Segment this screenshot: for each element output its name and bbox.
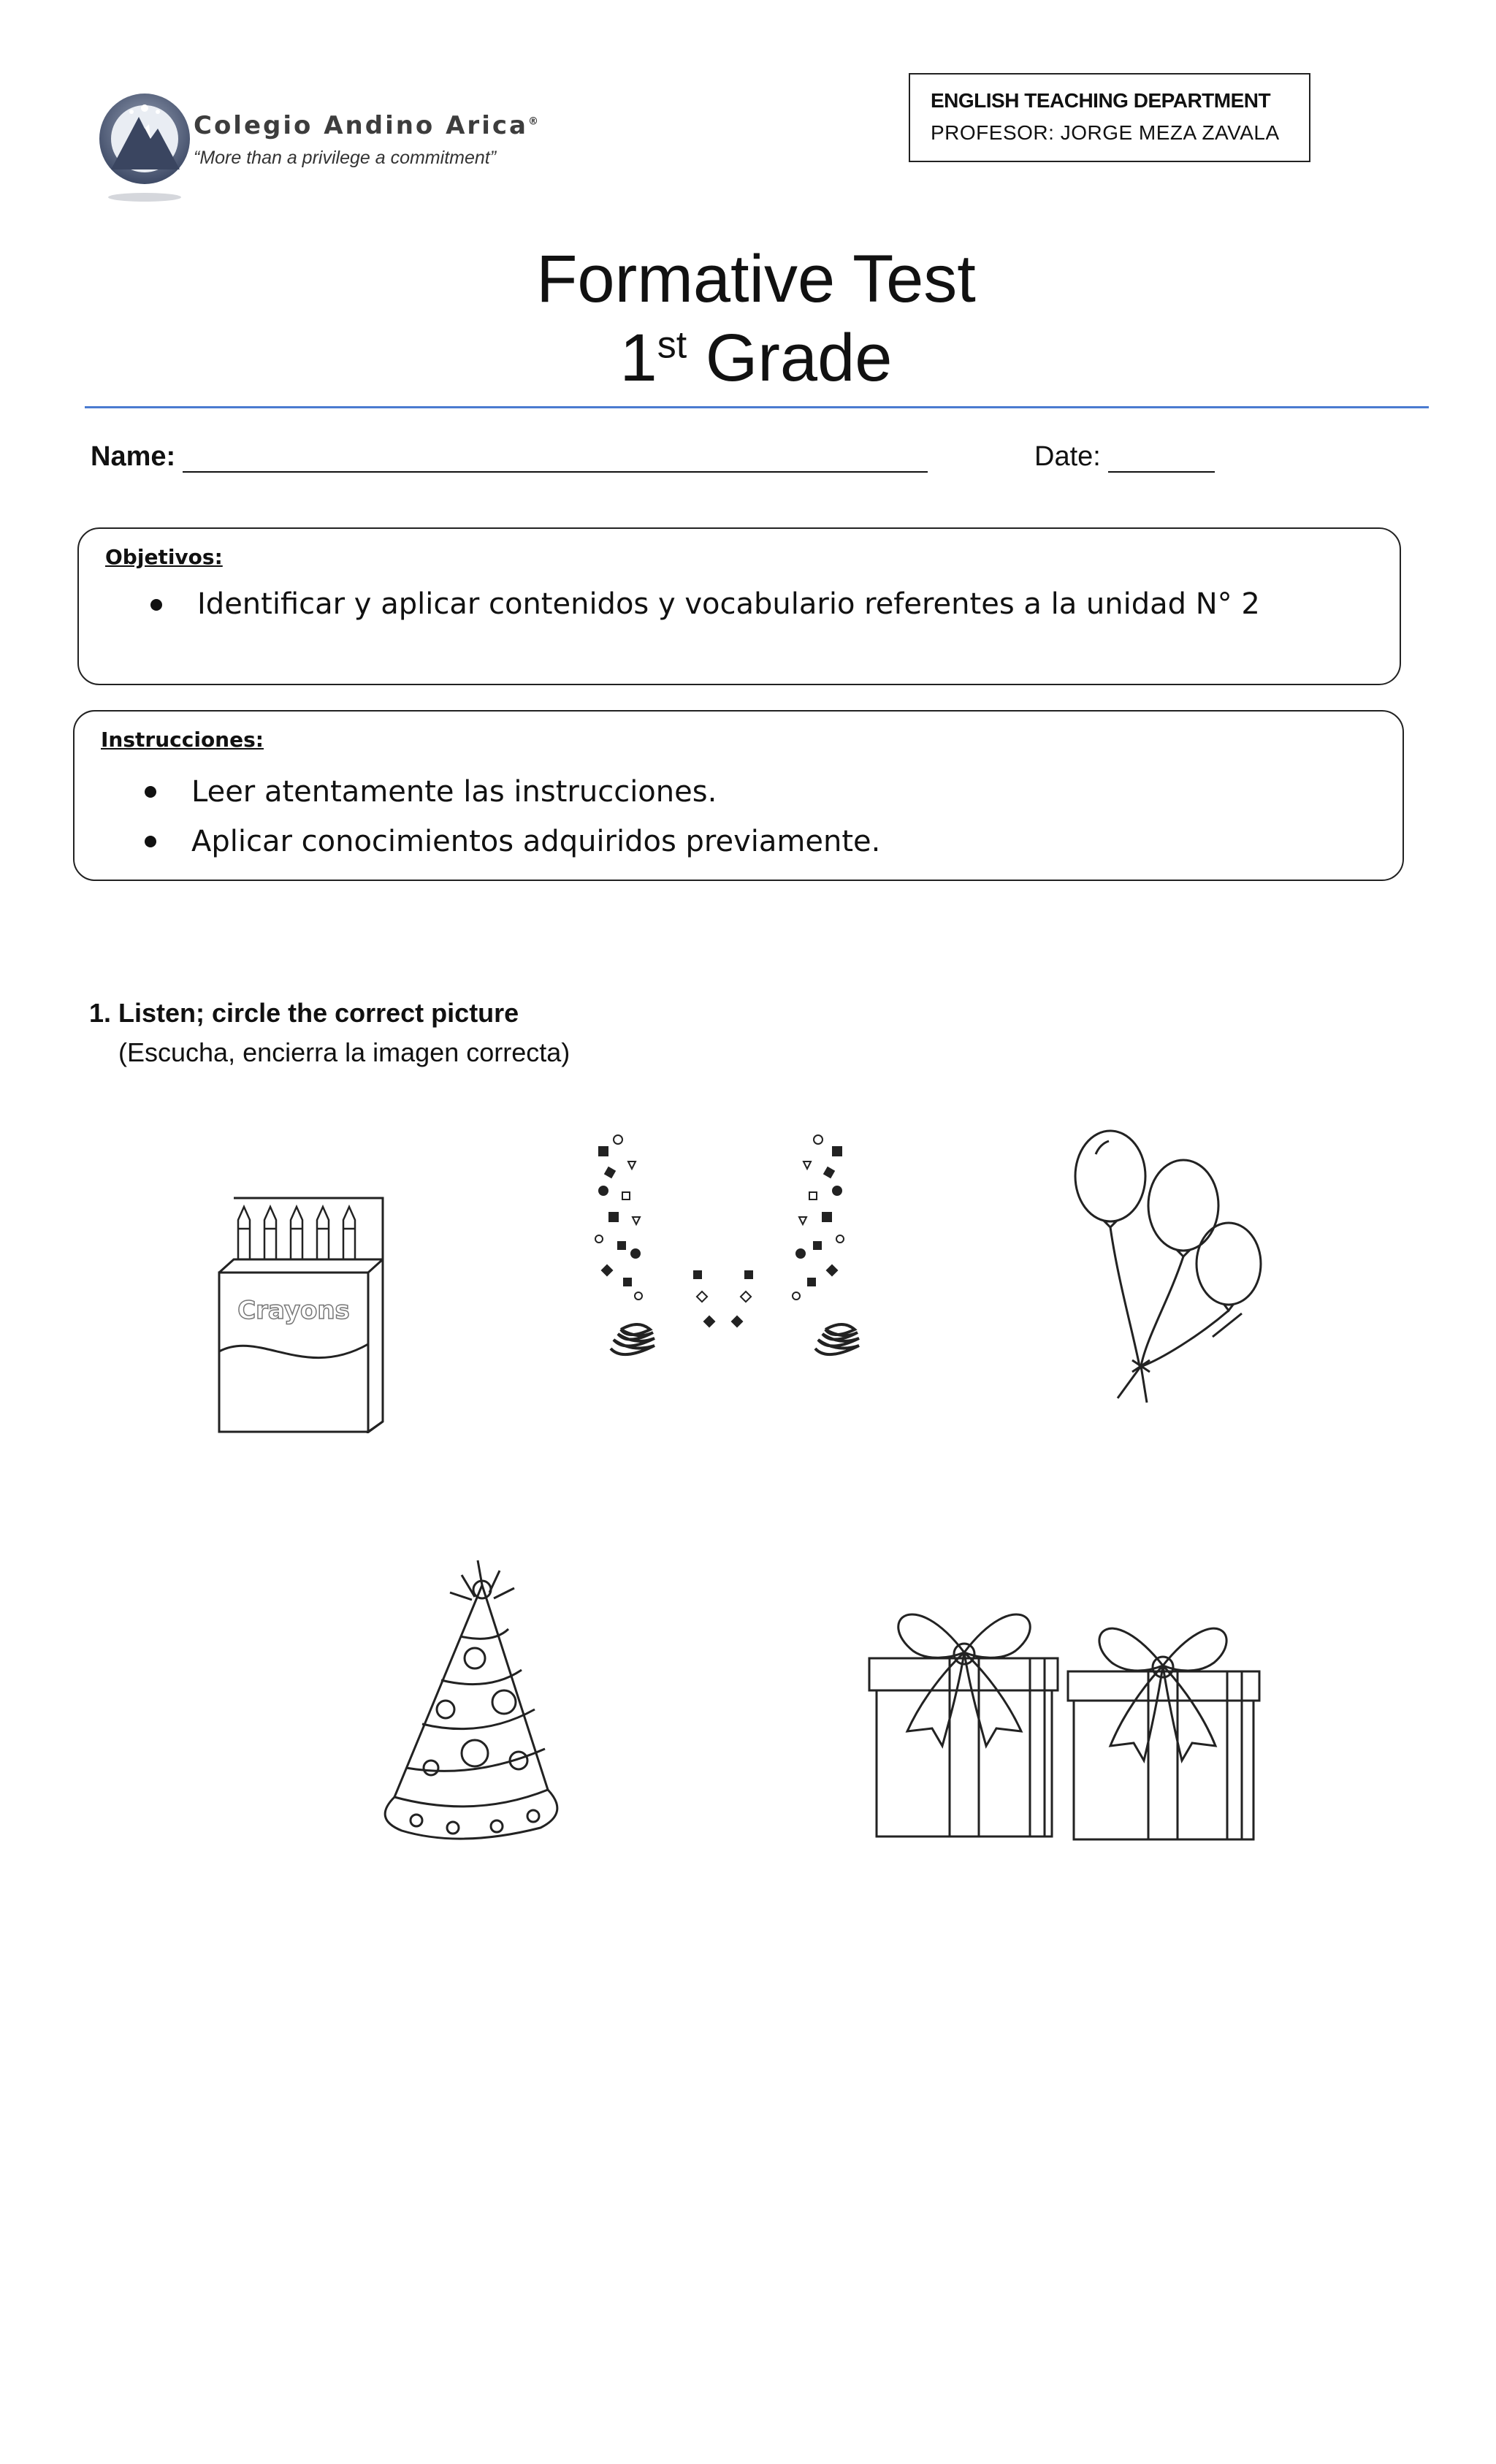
balloons-picture[interactable] xyxy=(1059,1118,1278,1410)
title-divider xyxy=(85,406,1429,408)
date-field[interactable] xyxy=(1034,441,1215,473)
grade-title: 1st Grade xyxy=(619,321,893,395)
question-1-prompt: 1. Listen; circle the correct picture xyxy=(89,998,519,1028)
instruction-item: Leer atentamente las instrucciones. xyxy=(145,767,880,817)
instructions-heading: Instrucciones: xyxy=(101,728,264,752)
department-box xyxy=(909,73,1310,162)
date-label: Date: xyxy=(1034,441,1101,472)
confetti-picture[interactable] xyxy=(577,1110,884,1417)
instructions-list xyxy=(145,767,880,866)
crayons-label: Crayons xyxy=(237,1296,350,1325)
party-hat-picture[interactable] xyxy=(365,1556,577,1848)
name-label: Name: xyxy=(91,441,176,472)
objective-item: Identificar y aplicar contenidos y vocabulario referentes a la unidad N° 2 xyxy=(150,581,1260,627)
page-title: Formative Test xyxy=(536,242,976,316)
objectives-heading: Objetivos: xyxy=(105,545,223,569)
school-motto: “More than a privilege a commitment” xyxy=(194,148,497,168)
department-title: ENGLISH TEACHING DEPARTMENT xyxy=(931,89,1271,112)
school-emblem-icon xyxy=(94,88,203,205)
school-logo xyxy=(88,80,541,212)
school-name: Colegio Andino Arica® xyxy=(194,111,541,140)
gifts-picture[interactable] xyxy=(862,1593,1271,1841)
crayons-picture[interactable] xyxy=(216,1169,403,1433)
teacher-name: PROFESOR: JORGE MEZA ZAVALA xyxy=(931,121,1280,144)
date-blank-line[interactable] xyxy=(1108,446,1215,473)
name-blank-line[interactable] xyxy=(183,446,928,473)
question-1-translation: (Escucha, encierra la imagen correcta) xyxy=(118,1037,570,1067)
objectives-list xyxy=(150,581,1260,627)
name-field[interactable] xyxy=(91,441,928,473)
objectives-box xyxy=(77,527,1401,685)
instruction-item: Aplicar conocimientos adquiridos previamente. xyxy=(145,817,880,866)
instructions-box xyxy=(73,710,1404,881)
